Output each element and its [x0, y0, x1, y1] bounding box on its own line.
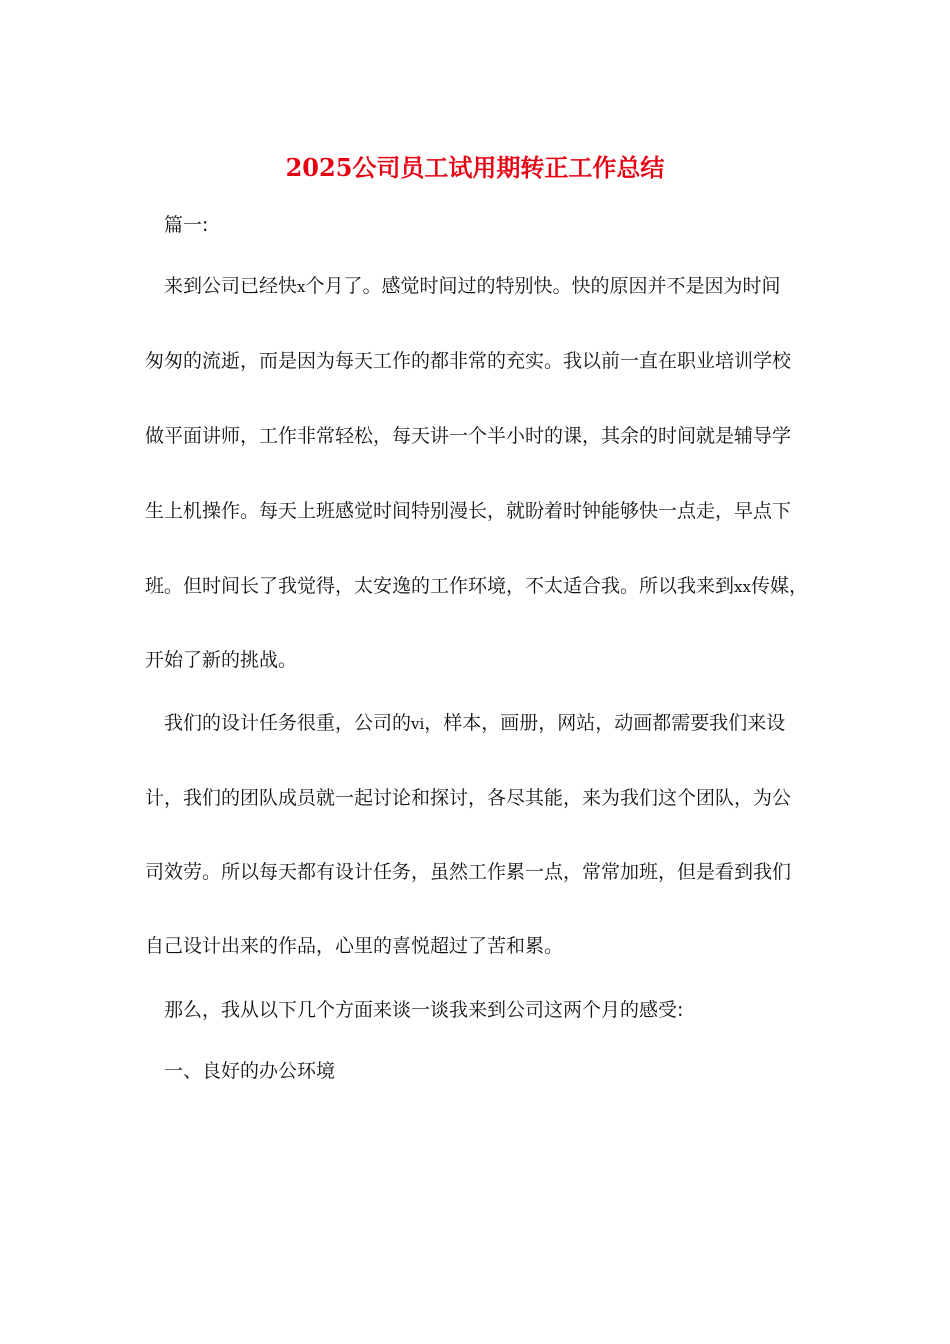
placeholder-x: x [297, 278, 306, 296]
paragraph-2-line-1 [164, 708, 834, 739]
paragraph-1-line-3: 做平面讲师，工作非常轻松，每天讲一个半小时的课，其余的时间就是辅导学 [145, 425, 792, 447]
document-title: 2025公司员工试用期转正工作总结 [285, 153, 665, 182]
text-run: 来到公司已经快 [164, 275, 298, 297]
text-run: 传媒， [750, 575, 808, 597]
paragraph-3: 那么，我从以下几个方面来谈一谈我来到公司这两个月的感受: [164, 999, 684, 1021]
text-run: ，样本，画册，网站，动画都需要我们来设 [424, 712, 786, 734]
section-label: 篇一: [164, 214, 209, 236]
paragraph-2-line-2: 计，我们的团队成员就一起讨论和探讨，各尽其能，来为我们这个团队，为公 [145, 787, 792, 809]
paragraph-2-line-4: 自己设计出来的作品，心里的喜悦超过了苦和累。 [145, 935, 564, 957]
text-run: 个月了。感觉时间过的特别快。快的原因并不是因为时间 [305, 275, 781, 297]
paragraph-2-line-3: 司效劳。所以每天都有设计任务，虽然工作累一点，常常加班，但是看到我们 [145, 861, 792, 883]
placeholder-xx: xx [734, 578, 751, 596]
text-run: 我们的设计任务很重，公司的 [164, 712, 412, 734]
section-heading-1: 一、良好的办公环境 [164, 1060, 336, 1082]
placeholder-vi: vi [411, 715, 425, 733]
paragraph-1-line-6: 开始了新的挑战。 [145, 649, 298, 671]
text-run: 班。但时间长了我觉得，太安逸的工作环境，不太适合我。所以我来到 [145, 575, 735, 597]
paragraph-1-line-5 [145, 571, 815, 602]
paragraph-1-line-2: 匆匆的流逝，而是因为每天工作的都非常的充实。我以前一直在职业培训学校 [145, 350, 792, 372]
paragraph-1-line-4: 生上机操作。每天上班感觉时间特别漫长，就盼着时钟能够快一点走，早点下 [145, 500, 792, 522]
paragraph-1-line-1 [164, 271, 834, 302]
